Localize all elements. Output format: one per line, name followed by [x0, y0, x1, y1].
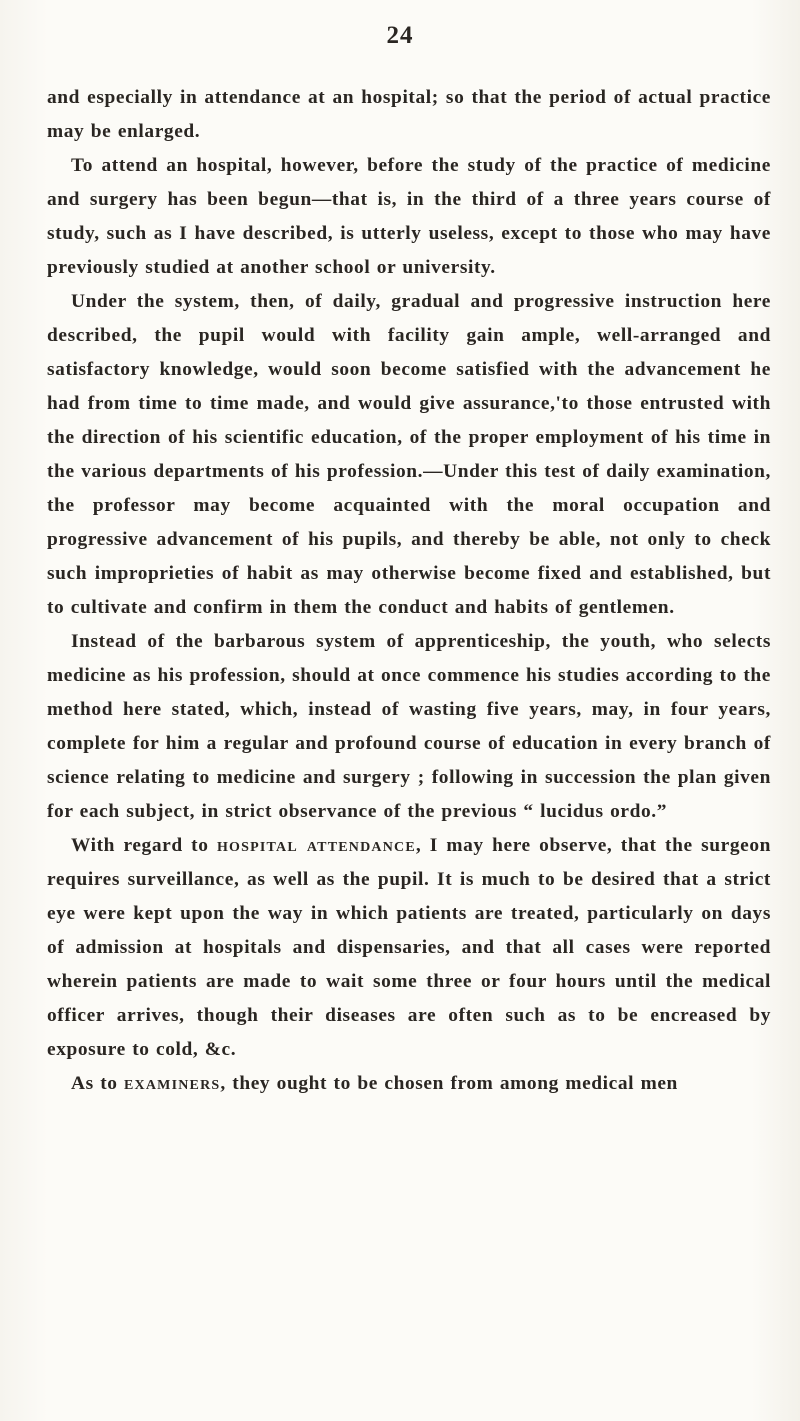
page-number: 24 [386, 22, 414, 49]
paragraph-lead: As to [71, 1073, 118, 1094]
small-caps-term: examiners [124, 1073, 221, 1094]
page-text-body [47, 81, 771, 1101]
paragraph-lead: With regard to [71, 835, 209, 856]
paragraph-examiners [47, 1067, 771, 1101]
paragraph-daily-instruction: Under the system, then, of daily, gradual and progressive instruction here described, the pupil would with facility gain ample, well-arranged and satisfactory knowledge, would soon become satisfied with the advancement he had from time to time made, and would give assurance,'to those entrusted with the direction of his scientific education, of the proper employment of his time in the various departments of his profession.—Under this test of daily examination, the professor may become acquainted with the moral occupation and progressive advancement of his pupils, and thereby be able, not only to check such improprieties of habit as may otherwise become fixed and established, but to cultivate and confirm in them the conduct and habits of gentlemen. [47, 291, 771, 618]
paragraph-hospital-attendance-timing: To attend an hospital, however, before the study of the practice of medicine and surgery has been begun—that is, in the third of a three years course of study, such as I have described, is utterly useless, except to those who may have previously studied at another school or university. [47, 155, 771, 278]
paragraph-rest: , I may here observe, that the surgeon requires surveillance, as well as the pupil. It is much to be desired that a strict eye were kept upon the way in which patients are treated, particularly on days of admission at hospitals and dispensaries, and that all cases were reported wherein patients are made to wait some three or four hours until the medical officer arrives, though their diseases are often such as to be encreased by exposure to cold, &c. [47, 835, 772, 1060]
paragraph-hospital-attendance [47, 829, 771, 1067]
paragraph-apprenticeship: Instead of the barbarous system of apprenticeship, the youth, who selects medicine as his profession, should at once commence his studies according to the method here stated, which, instead of wasting five years, may, in four years, complete for him a regular and profound course of education in every branch of science relating to medicine and surgery ; following in succession the plan given for each subject, in strict observance of the previous “ lucidus ordo.” [47, 631, 771, 822]
small-caps-term: hospital attendance [216, 835, 416, 856]
paragraph-continued: and especially in attendance at an hospital; so that the period of actual practice may be enlarged. [47, 87, 771, 142]
paragraph-rest: , they ought to be chosen from among medical men [220, 1073, 678, 1094]
